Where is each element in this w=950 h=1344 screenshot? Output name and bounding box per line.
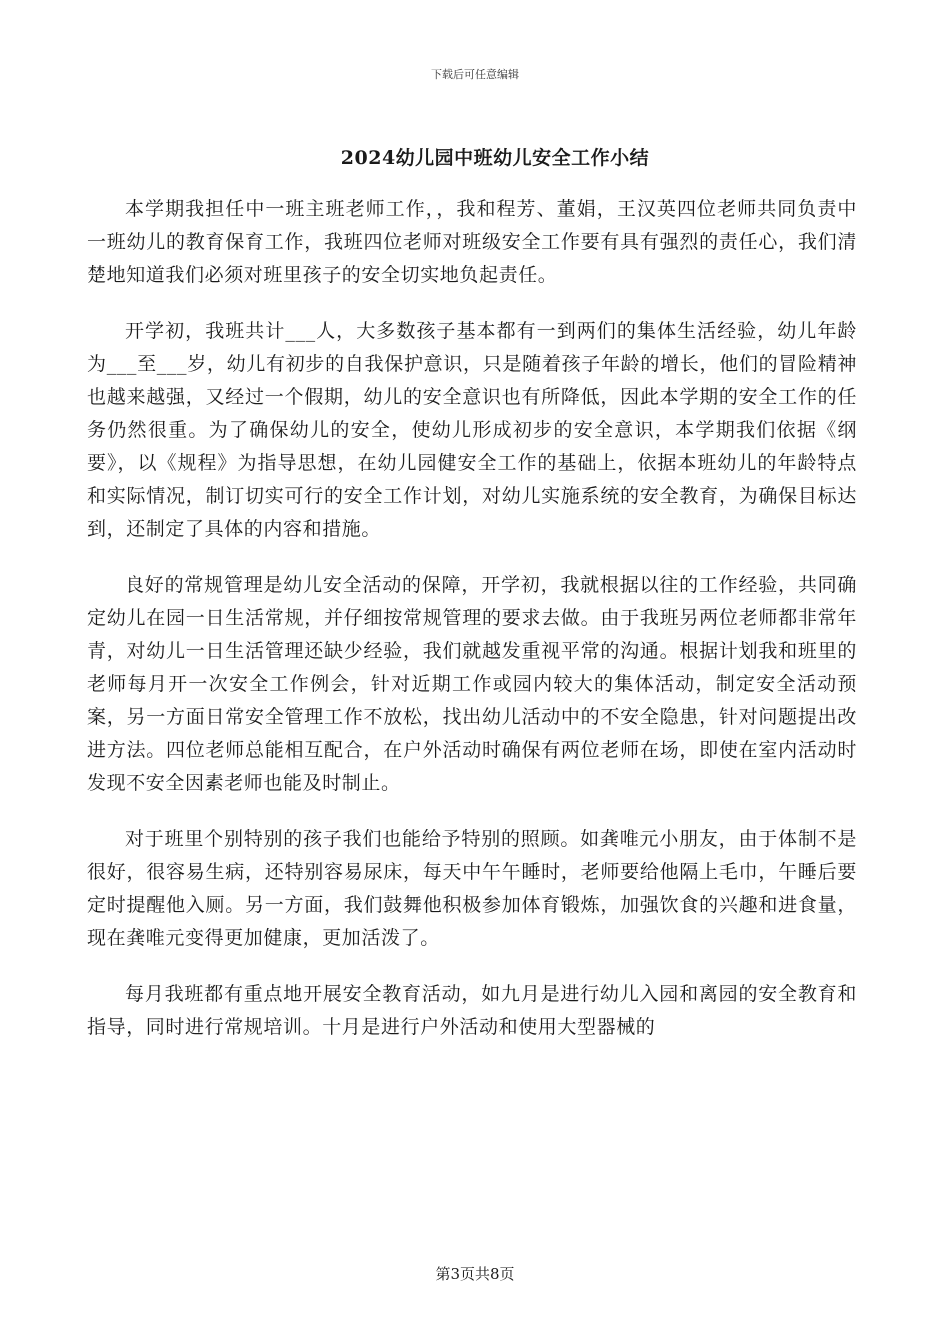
page-header-note: 下载后可任意编辑 [431,68,519,81]
paragraph-3: 良好的常规管理是幼儿安全活动的保障，开学初，我就根据以往的工作经验，共同确定幼儿在园一日生活常规，并仔细按常规管理的要求去做。由于我班另两位老师都非常年青，对幼儿一日生活管理还缺少经验，我们就越发重视平常的沟通。根据计划我和班里的老师每月开一次安全工作例会，针对近期工作或园内较大的集体活动，制定安全活动预案，另一方面日常安全管理工作不放松，找出幼儿活动中的不安全隐患，针对问题提出改进方法。四位老师总能相互配合，在户外活动时确保有两位老师在场，即使在室内活动时发现不安全因素老师也能及时制止。 [87,574,857,794]
document-title: 2024幼儿园中班幼儿安全工作小结 [340,147,650,169]
paragraph-5: 每月我班都有重点地开展安全教育活动，如九月是进行幼儿入园和离园的安全教育和指导，同时进行常规培训。十月是进行户外活动和使用大型器械的 [87,983,857,1038]
paragraph-2: 开学初，我班共计___人，大多数孩子基本都有一到两们的集体生活经验，幼儿年龄为___至___岁，幼儿有初步的自我保护意识，只是随着孩子年龄的增长，他们的冒险精神也越来越强，又经过一个假期，幼儿的安全意识也有所降低，因此本学期的安全工作的任务仍然很重。为了确保幼儿的安全，使幼儿形成初步的安全意识，本学期我们依据《纲要》，以《规程》为指导思想，在幼儿园健安全工作的基础上，依据本班幼儿的年龄特点和实际情况，制订切实可行的安全工作计划，对幼儿实施系统的安全教育，为确保目标达到，还制定了具体的内容和措施。 [87,320,857,540]
paragraph-4: 对于班里个别特别的孩子我们也能给予特别的照顾。如龚唯元小朋友，由于体制不是很好，很容易生病，还特别容易尿床，每天中午午睡时，老师要给他隔上毛巾，午睡后要定时提醒他入厕。另一方面，我们鼓舞他积极参加体育锻炼，加强饮食的兴趣和进食量，现在龚唯元变得更加健康，更加活泼了。 [87,828,857,949]
page-number: 第3页共8页 [435,1265,515,1283]
paragraph-1: 本学期我担任中一班主班老师工作，，我和程芳、董娟，王汉英四位老师共同负责中一班幼儿的教育保育工作，我班四位老师对班级安全工作要有具有强烈的责任心，我们清楚地知道我们必须对班里孩子的安全切实地负起责任。 [87,198,857,286]
document-body [87,193,857,1044]
